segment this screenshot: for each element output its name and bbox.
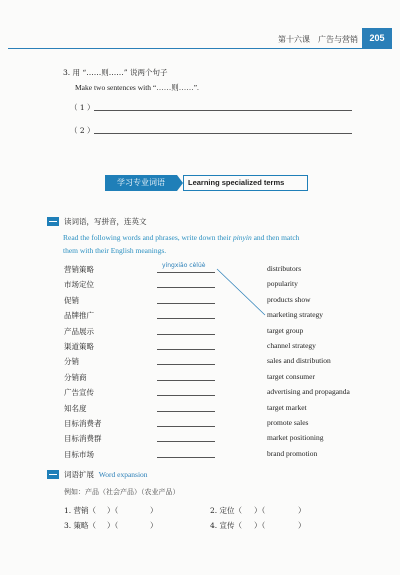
- exercise3-english: Make two sentences with “……则……”.: [75, 83, 199, 92]
- banner-cn: 学习专业词语: [105, 175, 177, 191]
- term-en: sales and distribution: [267, 356, 331, 366]
- expansion-item: 2. 定位（: [210, 506, 243, 515]
- expansion-item: ）: [150, 506, 158, 515]
- term-cn: 广告宣传: [64, 388, 94, 398]
- term-cn: 促销: [64, 295, 79, 305]
- term-en: brand promotion: [267, 448, 318, 458]
- term-en: distributors: [267, 264, 302, 273]
- page-number: 205: [362, 28, 392, 48]
- expansion-item: ）（: [107, 506, 119, 515]
- term-en: channel strategy: [267, 341, 316, 350]
- term-cn: 目标消费群: [64, 434, 102, 444]
- expansion-item: ）（: [254, 506, 266, 515]
- term-en: products show: [267, 294, 311, 304]
- exercise3-item2: （ 2 ）: [70, 126, 95, 135]
- term-cn: 品牌推广: [64, 311, 94, 321]
- section1-instruction: Read the following words and phrases, write down their pinyin and then match them with their English meanings.: [63, 233, 300, 255]
- expansion-item: ）（: [107, 521, 119, 530]
- term-en: marketing strategy: [267, 310, 324, 320]
- term-en: promote sales: [267, 418, 309, 427]
- expansion-item: 1. 营销（: [64, 506, 97, 515]
- term-en: popularity: [267, 279, 298, 289]
- expansion-item: ）: [150, 521, 158, 530]
- expansion-item: 4. 宣传（: [210, 521, 243, 530]
- lesson-header: 第十六课 广告与营销: [278, 35, 358, 44]
- term-en: advertising and propaganda: [267, 387, 350, 397]
- expansion-item: ）: [298, 506, 306, 515]
- term-cn: 分销商: [64, 372, 87, 382]
- term-cn: 分销: [64, 357, 79, 367]
- expansion-item: 3. 策略（: [64, 521, 97, 530]
- term-cn: 目标消费者: [64, 419, 102, 428]
- section1-title: 读词语，写拼音，连英文: [64, 217, 147, 226]
- term-cn: 目标市场: [64, 449, 94, 459]
- expansion-item: ）（: [254, 521, 266, 530]
- term-cn: 渠道策略: [64, 342, 94, 351]
- section2-title: 词语扩展 Word expansion: [64, 470, 148, 479]
- exercise3-item1: （ 1 ）: [70, 103, 95, 112]
- term-cn: 市场定位: [64, 280, 94, 290]
- term-cn: 知名度: [64, 403, 87, 413]
- term-en: target consumer: [267, 371, 315, 381]
- exercise3-prompt: 3. 用 “……则……” 说两个句子: [63, 68, 168, 77]
- expansion-item: ）: [298, 521, 306, 530]
- sample-pinyin: yíngxiāo cèlüè: [162, 262, 206, 269]
- term-en: target group: [267, 325, 304, 335]
- section2-example: 例如：产品（社会产品）（农业产品）: [64, 488, 180, 496]
- term-cn: 营销策略: [64, 265, 94, 274]
- term-cn: 产品展示: [64, 326, 94, 336]
- term-en: target market: [267, 402, 307, 412]
- section2-marker-icon: [47, 470, 59, 479]
- term-en: market positioning: [267, 433, 324, 443]
- banner-en: Learning specialized terms: [183, 175, 308, 191]
